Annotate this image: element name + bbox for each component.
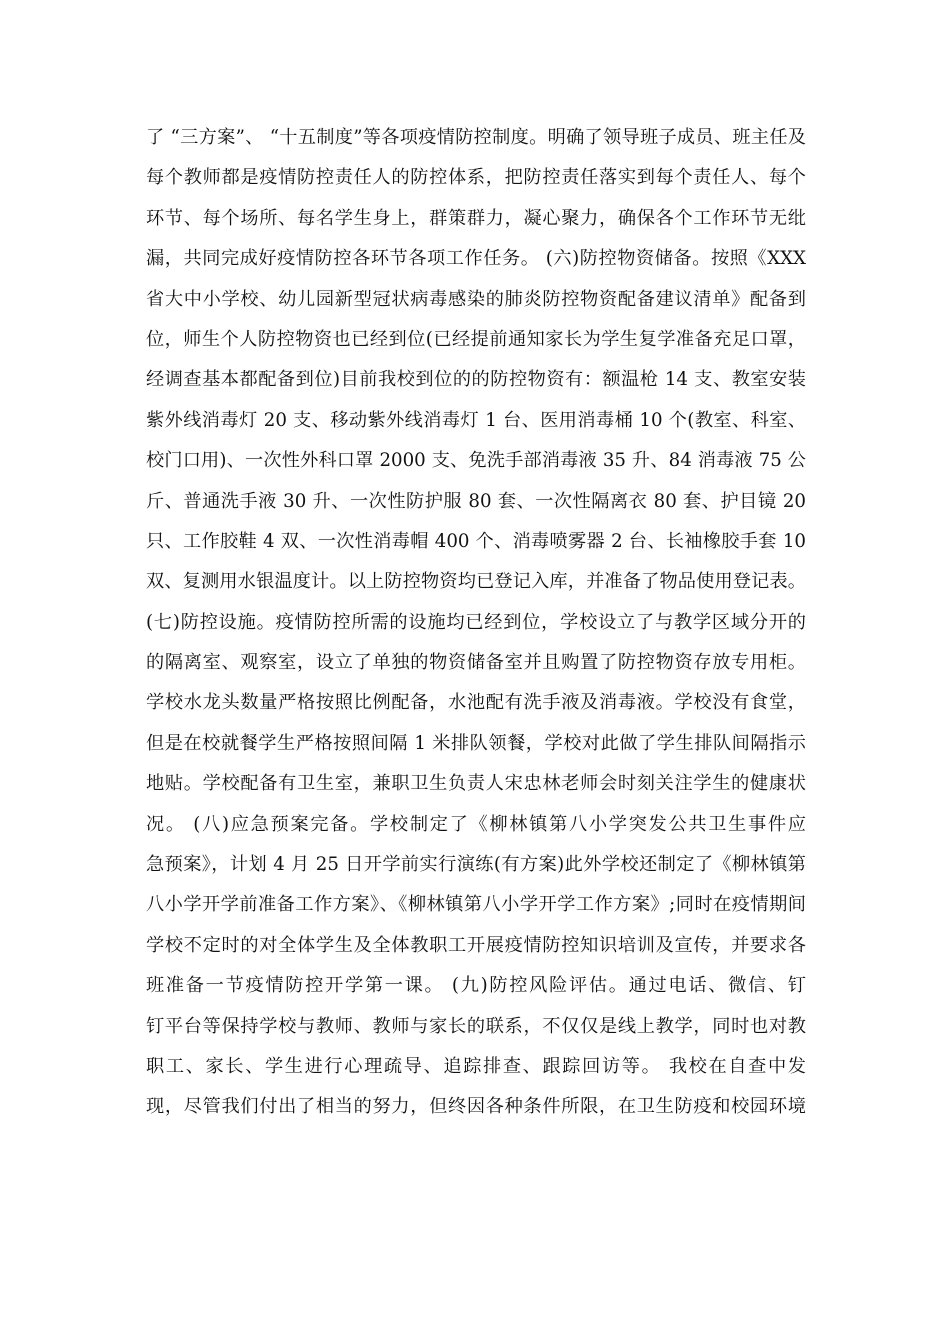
text-line: 地贴。学校配备有卫生室，兼职卫生负责人宋忠林老师会时刻关注学生的健康状 <box>146 773 806 795</box>
text-line: 的隔离室、观察室，设立了单独的物资储备室并且购置了防控物资存放专用柜。 <box>146 652 806 674</box>
text-line: 况。 (八)应急预案完备。学校制定了《柳林镇第八小学突发公共卫生事件应 <box>146 813 806 835</box>
text-line: 只、工作胶鞋 4 双、一次性消毒帽 400 个、消毒喷雾器 2 台、长袖橡胶手套 10 <box>146 530 806 552</box>
text-line: (七)防控设施。疫情防控所需的设施均已经到位，学校设立了与教学区域分开的 <box>146 611 806 633</box>
text-line: 漏，共同完成好疫情防控各环节各项工作任务。 (六)防控物资储备。按照《XXX <box>146 248 806 270</box>
text-line: 急预案》，计划 4 月 25 日开学前实行演练(有方案)此外学校还制定了《柳林镇第 <box>146 854 806 876</box>
text-line: 职工、家长、学生进行心理疏导、追踪排查、跟踪回访等。 我校在自查中发 <box>146 1055 806 1077</box>
text-line: 了 “三方案”、 “十五制度”等各项疫情防控制度。明确了领导班子成员、班主任及 <box>146 127 806 148</box>
text-line: 校门口用)、一次性外科口罩 2000 支、免洗手部消毒液 35 升、84 消毒液 75 公 <box>146 450 806 472</box>
text-line: 学校水龙头数量严格按照比例配备，水池配有洗手液及消毒液。学校没有食堂， <box>146 692 806 714</box>
text-line: 省大中小学校、幼儿园新型冠状病毒感染的肺炎防控物资配备建议清单》配备到 <box>146 288 806 310</box>
text-line: 位，师生个人防控物资也已经到位(已经提前通知家长为学生复学准备充足口罩， <box>146 328 806 350</box>
text-line: 钉平台等保持学校与教师、教师与家长的联系，不仅仅是线上教学，同时也对教 <box>146 1015 806 1037</box>
text-line: 环节、每个场所、每名学生身上，群策群力，凝心聚力，确保各个工作环节无纰 <box>146 207 806 229</box>
text-line: 班准备一节疫情防控开学第一课。 (九)防控风险评估。通过电话、微信、钉 <box>146 975 806 997</box>
text-line: 八小学开学前准备工作方案》、《柳林镇第八小学开学工作方案》;同时在疫情期间 <box>146 894 806 916</box>
text-line: 现，尽管我们付出了相当的努力，但终因各种条件所限，在卫生防疫和校园环境 <box>146 1096 806 1118</box>
body-text <box>146 118 806 1128</box>
text-line: 双、复测用水银温度计。以上防控物资均已登记入库，并准备了物品使用登记表。 <box>146 571 806 593</box>
text-line: 但是在校就餐学生严格按照间隔 1 米排队领餐，学校对此做了学生排队间隔指示 <box>146 732 806 754</box>
text-line: 紫外线消毒灯 20 支、移动紫外线消毒灯 1 台、医用消毒桶 10 个(教室、科室、 <box>146 409 806 431</box>
text-line: 每个教师都是疫情防控责任人的防控体系，把防控责任落实到每个责任人、每个 <box>146 167 806 189</box>
text-line: 经调查基本都配备到位)目前我校到位的的防控物资有：额温枪 14 支、教室安装 <box>146 369 806 391</box>
text-line: 斤、普通洗手液 30 升、一次性防护服 80 套、一次性隔离衣 80 套、护目镜 20 <box>146 490 806 512</box>
text-line: 学校不定时的对全体学生及全体教职工开展疫情防控知识培训及宣传，并要求各 <box>146 934 806 956</box>
